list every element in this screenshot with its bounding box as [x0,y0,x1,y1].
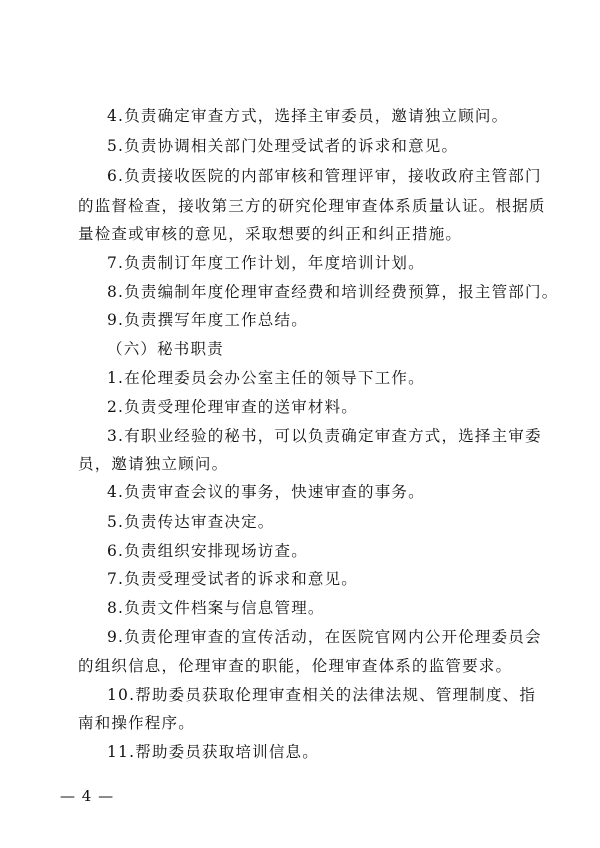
secretary-item-3-line-2: 员，邀请独立顾问。 [78,455,229,473]
secretary-item-2: 2.负责受理伦理审查的送审材料。 [107,398,358,416]
secretary-item-5: 5.负责传达审查决定。 [107,513,275,531]
secretary-item-8: 8.负责文件档案与信息管理。 [107,599,325,617]
secretary-item-10-line-1: 10.帮助委员获取伦理审查相关的法律法规、管理制度、指 [107,686,537,704]
secretary-item-1: 1.在伦理委员会办公室主任的领导下工作。 [107,369,425,387]
duty-item-4: 4.负责确定审查方式，选择主审委员，邀请独立顾问。 [107,107,509,125]
secretary-item-6: 6.负责组织安排现场访查。 [107,542,308,560]
secretary-item-7: 7.负责受理受试者的诉求和意见。 [107,570,358,588]
page-number: — 4 — [60,787,115,805]
duty-item-5: 5.负责协调相关部门处理受试者的诉求和意见。 [107,137,459,155]
secretary-item-9-line-1: 9.负责伦理审查的宣传活动，在医院官网内公开伦理委员会 [107,628,542,646]
duty-item-6-line-2: 的监督检查，接收第三方的研究伦理审查体系质量认证。根据质 [78,197,546,215]
duty-item-9: 9.负责撰写年度工作总结。 [107,311,308,329]
secretary-item-11: 11.帮助委员获取培训信息。 [107,743,319,761]
secretary-item-3-line-1: 3.有职业经验的秘书，可以负责确定审查方式，选择主审委 [107,427,542,445]
duty-item-7: 7.负责制订年度工作计划，年度培训计划。 [107,254,425,272]
section-heading-secretary-duties: （六）秘书职责 [107,340,224,358]
duty-item-6-line-3: 量检查或审核的意见，采取想要的纠正和纠正措施。 [78,225,463,243]
duty-item-6-line-1: 6.负责接收医院的内部审核和管理评审，接收政府主管部门 [107,167,542,185]
secretary-item-9-line-2: 的组织信息，伦理审查的职能，伦理审查体系的监管要求。 [78,657,513,675]
duty-item-8: 8.负责编制年度伦理审查经费和培训经费预算，报主管部门。 [107,283,559,301]
secretary-item-10-line-2: 南和操作程序。 [78,714,195,732]
secretary-item-4: 4.负责审查会议的事务，快速审查的事务。 [107,483,425,501]
